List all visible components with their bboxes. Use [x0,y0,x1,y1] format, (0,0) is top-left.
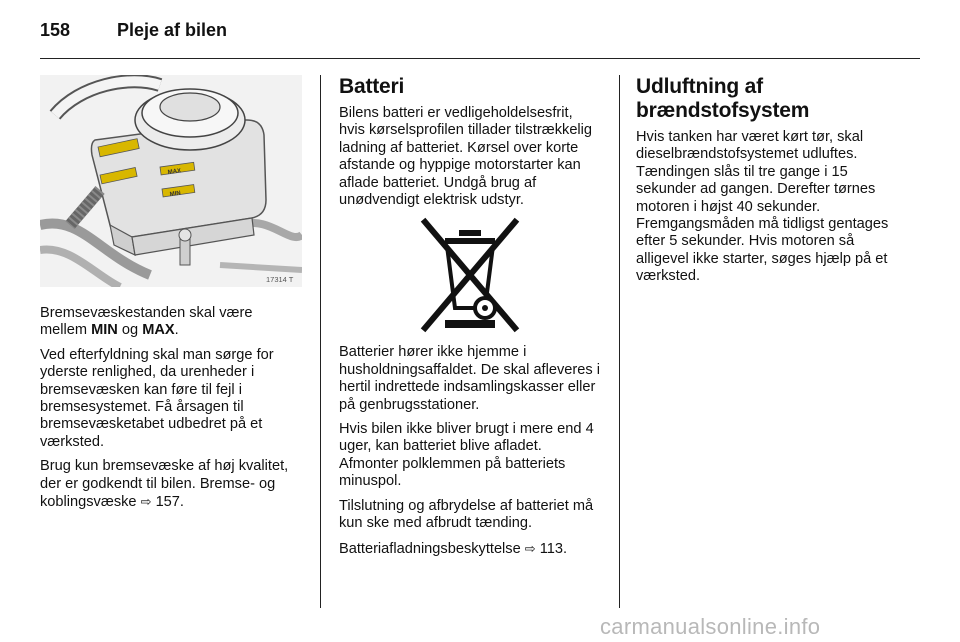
page-header [0,0,960,60]
crossed-out-bin-symbol [415,216,525,334]
battery-disconnect-paragraph: Tilslutning og afbrydelse af batteriet må kun ske med afbrudt tænding. [339,497,594,532]
brake-fluid-level-paragraph [40,305,302,340]
text-run: . [179,494,184,511]
figure-code: 17314 T [266,275,294,284]
page-reference-link[interactable]: 157 [155,494,180,511]
battery-protection-paragraph [339,540,602,558]
fuel-bleeding-paragraph: Hvis tanken har været kørt tør, skal dieselbrændstofsystemet udluftes. Tændingen slås til tre gange i 15 sekunder ad gangen. Derefter tørnes motoren i højst 40 sekunder. Fremgangsmåden må tidligst gentages efter 5 sekunder. Hvis motoren så alligevel ikke starter, søges hjælp på et værksted. [636,129,889,285]
battery-storage-paragraph: Hvis bilen ikke bliver brugt i mere end 4 uger, kan batteriet blive afladet. Afmonter polklemmen på batteriets minuspol. [339,421,594,490]
max-label: MAX [142,322,175,339]
column-divider [320,75,321,608]
refill-cleanliness-paragraph: Ved efterfyldning skal man sørge for yderste renlighed, da urenheder i bremsevæsken kan føre til fejl i bremsesystemet. Få årsagen til bremsevæsketabet udbedret på et værksted. [40,346,274,450]
page-reference-link[interactable]: 113 [539,540,564,557]
section-title: Pleje af bilen [117,20,228,40]
text-run: . [174,322,179,339]
max-mark-label: MAX [167,168,182,176]
battery-disposal-paragraph: Batterier hører ikke hjemme i husholdningsaffaldet. De skal afleveres i hertil indrettede indsamlingskasser eller på genbrugsstationer. [339,344,600,413]
text-run: Batteriafladningsbeskyttelse [339,540,525,557]
text-run: og [117,322,143,339]
page-reference-arrow-icon: ⇨ [140,494,152,510]
crossed-out-wheelie-bin-icon [339,216,601,334]
brake-fluid-reservoir-drawing [40,75,302,287]
column-divider [619,75,620,608]
text-run: Brug kun bremsevæske af høj kvalitet, der er godkendt til bilen. Bremse- og koblingsvæske [40,458,289,511]
column-fuel-system [636,75,906,293]
header-rule [40,58,920,59]
battery-maintenance-paragraph: Bilens batteri er vedligeholdelsesfrit, hvis kørselsprofilen tillader tilstrækkelig ladning af batteriet. Kørsel over korte afstande og hyppige motorstarter kan aflade batteriet. Undgå brug af unødvendigt elektrisk udstyr. [339,105,593,209]
page-number: 158 [40,20,71,40]
page-reference-arrow-icon: ⇨ [524,540,536,556]
text-run: Bremsevæskestanden skal være mellem [40,305,253,339]
column-battery [339,75,602,565]
section-heading-fuel-bleeding: Udluftning af brændstofsystem [636,75,810,122]
min-label: MIN [91,322,118,339]
min-mark-label: MIN [169,190,182,198]
watermark: carmanualsonline.info [600,614,821,639]
brake-fluid-quality-paragraph [40,458,302,511]
section-heading-battery: Batteri [339,75,405,98]
brake-fluid-reservoir-illustration [40,75,302,287]
text-run: . [563,540,568,557]
column-brake-fluid [40,75,302,518]
